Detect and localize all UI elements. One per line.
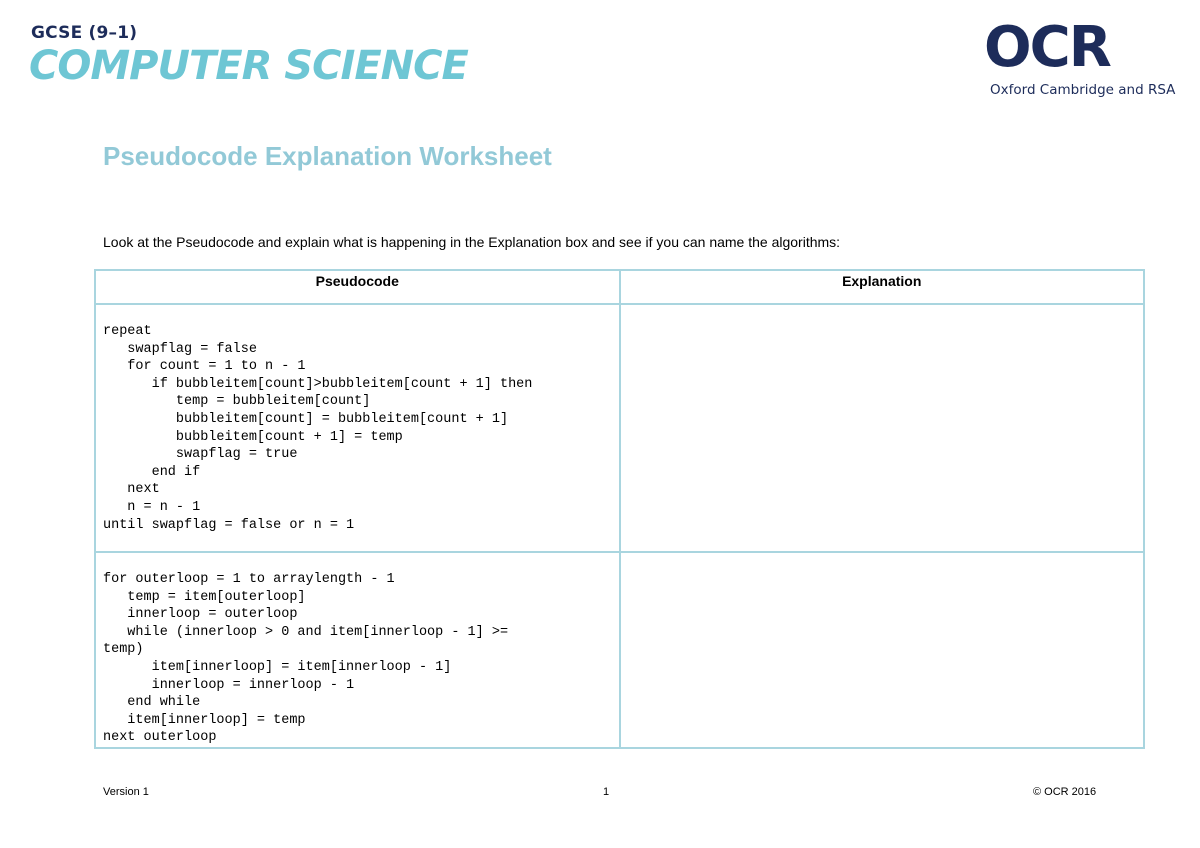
explanation-cell[interactable] [620,304,1145,552]
pseudocode-column-header: Pseudocode [95,270,620,304]
instructions-text: Look at the Pseudocode and explain what is happening in the Explanation box and see if you can name the algorithms: [103,234,841,250]
subject-heading: COMPUTER SCIENCE [29,43,468,89]
table-header-row [95,270,1144,304]
footer-copyright: © OCR 2016 [1033,786,1097,798]
footer-version: Version 1 [103,786,149,798]
table-row [95,552,1144,748]
ocr-logo-tagline: Oxford Cambridge and RSA [990,82,1176,98]
footer-page-number: 1 [603,786,610,798]
page-title: Pseudocode Explanation Worksheet [103,141,552,171]
table-row [95,304,1144,552]
bubble-sort-pseudocode: repeat swapflag = false for count = 1 to n - 1 if bubbleitem[count]>bubbleitem[count + 1] then temp = bubbleitem[count] bubbleitem[count] = bubbleitem[count + 1] bubbleitem[count + 1] = temp swapflag = true end if next n = n - 1 until swapflag = false or n = 1 [103,324,533,533]
pseudocode-cell [95,552,620,748]
pseudocode-cell [95,304,620,552]
ocr-logo-wordmark: OCR [984,15,1110,80]
ocr-logo [984,15,1176,104]
insertion-sort-pseudocode: for outerloop = 1 to arraylength - 1 temp = item[outerloop] innerloop = outerloop while (innerloop > 0 and item[innerloop - 1] >= temp) item[innerloop] = item[innerloop - 1] innerloop = innerloop - 1 end while item[innerloop] = temp next outerloop [103,572,509,746]
worksheet-table [94,269,1145,749]
qualification-label: GCSE (9–1) [31,23,138,43]
explanation-column-header: Explanation [620,270,1145,304]
explanation-cell[interactable] [620,552,1145,748]
